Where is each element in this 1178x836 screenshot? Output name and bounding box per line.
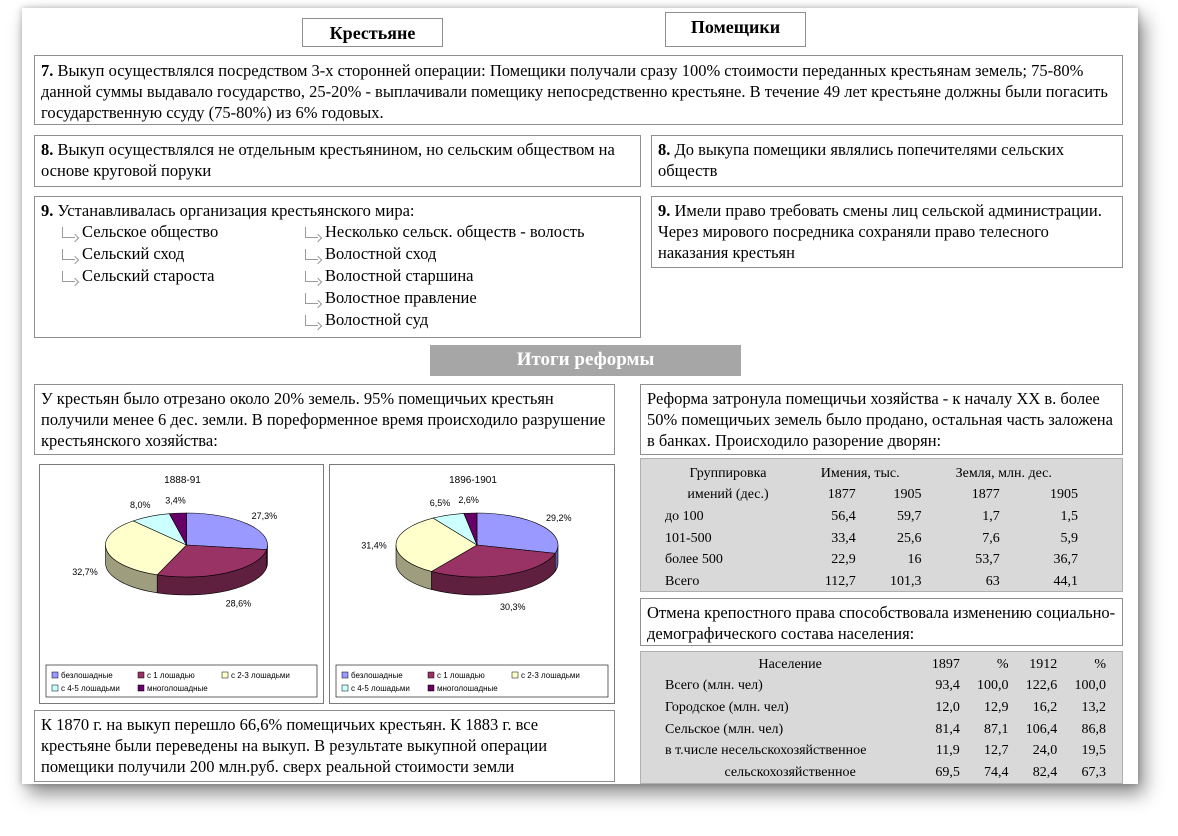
chart-title: 1896-1901 [449,475,497,486]
volost-level-4: Волостное правление [325,288,477,307]
table-row [661,463,1082,485]
table-cell: 100,0 [1074,678,1106,694]
item-9-left-number: 9. [41,201,54,220]
legend-label: с 2-3 лошадьми [521,671,580,680]
pie-data-label: 2,6% [458,495,479,506]
reform-results-banner: Итоги реформы [430,345,741,376]
table-cell: до 100 [665,508,704,524]
arrow-icon [62,249,75,260]
item-9-right-text: Имели право требовать смены лиц сельской администрации. Через мирового посредника сохраняли право телесного наказания крестьян [658,201,1102,262]
legend-swatch [428,685,434,691]
legend-swatch [342,685,348,691]
legend-label: безлошадные [351,671,403,680]
table-cell: 13,2 [1081,699,1106,715]
table-cell: 67,3 [1081,764,1106,780]
table-cell: сельскохозяйственное [724,764,856,780]
landlords-header: Помещики [665,12,806,47]
pie-data-label: 6,5% [429,498,451,509]
table-row [661,506,1082,528]
table-cell: 12,0 [935,699,960,715]
table-cell: 5,9 [1060,530,1078,546]
table-cell: 100,0 [977,678,1009,694]
table-row [661,762,1110,784]
table-cell: в т.числе несельскохозяйственное [665,743,867,759]
estates-table [640,458,1123,592]
demographic-box [640,598,1123,646]
arrow-icon [62,271,75,282]
mir-level-3: Сельский староста [82,266,215,285]
table-row [661,719,1110,741]
item-8-left-box [34,135,641,187]
mir-level-1: Сельское общество [82,222,219,241]
chart-legend [336,665,608,697]
arrow-icon [305,227,318,238]
mir-level-2: Сельский сход [82,244,185,263]
table-cell: 16,2 [1032,699,1058,715]
table-cell: 33,4 [831,530,856,546]
pie-chart-1896-svg [330,465,616,705]
item-8-left-number: 8. [41,140,54,159]
table-row [661,485,1082,507]
volost-level-3: Волостной старшина [325,266,474,285]
table-cell: 1,7 [982,508,1000,524]
pie-data-label: 29,2% [546,513,572,524]
item-8-right-number: 8. [658,140,671,159]
table-header-cell: % [1094,656,1106,672]
table-cell: 7,6 [982,530,1000,546]
table-cell: 93,4 [935,678,960,694]
table-cell: 59,7 [896,508,922,524]
slide-sheet [22,8,1138,784]
demographic-text: Отмена крепостного права способствовала изменению социально-демографического состава населения: [647,603,1116,643]
table-cell: более 500 [665,552,723,568]
legend-label: многолошадные [147,684,208,693]
pie-data-label: 27,3% [251,510,278,521]
table-cell: Сельское (млн. чел) [665,721,784,737]
legend-swatch [52,685,58,691]
population-table [640,651,1123,784]
item-8-left-text: Выкуп осуществлялся не отдельным крестьянином, но сельским обществом на основе круговой поруки [41,140,615,180]
item-9-left-text: Устанавливалась организация крестьянского мира: [57,201,415,220]
legend-swatch [222,672,228,678]
volost-level-1: Несколько сельск. обществ - волость [325,222,585,241]
legend-label: с 4-5 лошадьми [61,684,120,693]
table-row [661,571,1082,593]
table-cell: 82,4 [1032,764,1058,780]
item-8-right-text: До выкупа помещики являлись попечителями сельских обществ [658,140,1065,180]
peasants-header: Крестьяне [302,18,443,47]
item-7-text: Выкуп осуществлялся посредством 3-х сторонней операции: Помещики получали сразу 100% стоимости переданных крестьянам земель; 75-80% данной суммы выдавало государство, 25-20% - выплачивали помещику непосредственно крестьяне. В течение 49 лет крестьяне должны были погасить государственную ссуду (75-80%) из 6% годовых. [41,61,1108,122]
legend-swatch [138,685,144,691]
pie-data-label: 3,4% [165,495,186,506]
arrow-icon [305,315,318,326]
table-header-cell: 1905 [893,487,922,503]
legend-label: с 2-3 лошадьми [231,671,290,680]
table-row [661,697,1110,719]
legend-label: с 1 лошадью [147,671,195,680]
results-left-text: У крестьян было отрезано около 20% земель. 95% помещичьих крестьян получили менее 6 дес. земли. В пореформенное время происходило разрушение крестьянского хозяйства: [41,389,606,450]
legend-label: безлошадные [61,671,113,680]
table-cell: 101,3 [889,573,922,589]
pie-chart-1888 [39,464,324,704]
table-cell: 122,6 [1025,678,1058,694]
table-header-cell: 1905 [1050,487,1078,503]
volost-level-2: Волостной сход [325,244,437,263]
item-9-right-number: 9. [658,201,671,220]
pie-data-label: 8,0% [130,499,151,510]
table-cell: Всего [665,573,700,589]
legend-swatch [428,672,434,678]
pie-data-label: 30,3% [500,602,526,613]
pie-data-label: 28,6% [225,598,252,609]
arrow-icon [305,249,318,260]
pie-chart-1888-svg [40,465,325,705]
item-7-box [34,55,1123,125]
pie-data-label: 32,7% [72,566,98,577]
table-cell: Городское (млн. чел) [665,699,789,715]
legend-swatch [138,672,144,678]
table-cell: 12,7 [984,743,1009,759]
legend-swatch [342,672,348,678]
table-cell: 25,6 [896,530,922,546]
table-cell: 11,9 [935,743,960,759]
table-cell: Всего (млн. чел) [665,678,763,694]
table-cell: 36,7 [1053,552,1078,568]
table-row [661,740,1110,762]
table-cell: 69,5 [935,764,960,780]
table-cell: 56,4 [831,508,856,524]
legend-swatch [52,672,58,678]
table-row [661,528,1082,550]
table-row [661,654,1110,676]
table-header-cell: 1897 [931,656,960,672]
table-row [661,549,1082,571]
legend-label: многолошадные [437,684,498,693]
legend-swatch [512,672,518,678]
bottom-left-box [34,710,615,782]
arrow-icon [305,293,318,304]
table-cell: 81,4 [935,721,960,737]
table-cell: 19,5 [1081,743,1106,759]
table-cell: 63 [985,573,1000,589]
table-cell: 44,1 [1053,573,1078,589]
table-cell: 112,7 [824,573,856,589]
table-header-cell: 1877 [971,487,1000,503]
table-cell: 74,4 [984,764,1009,780]
table-header-cell: Группировка [689,465,767,481]
table-header-cell: % [996,656,1009,672]
table-cell: 53,7 [975,552,1000,568]
results-right-text: Реформа затронула помещичьи хозяйства - к началу XX в. более 50% помещичьих земель было продано, остальная часть заложена в банках. Происходило разорение дворян: [647,389,1113,450]
table-cell: 24,0 [1032,743,1058,759]
item-7-number: 7. [41,61,54,80]
table-cell: 87,1 [984,721,1009,737]
item-9-right-box [651,196,1123,268]
legend-label: с 1 лошадью [437,671,485,680]
table-cell: 86,8 [1081,721,1106,737]
volost-level-5: Волостной суд [325,310,429,329]
table-cell: 16 [907,552,922,568]
arrow-icon [305,271,318,282]
table-header-cell: Население [758,656,822,672]
pie-chart-1896 [329,464,615,704]
results-left-box [34,384,615,455]
table-header-cell: Имения, тыс. [820,465,900,481]
table-header-cell: 1877 [827,487,856,503]
table-cell: 12,9 [984,699,1009,715]
results-right-box [640,384,1123,455]
bottom-left-text: К 1870 г. на выкуп перешло 66,6% помещичьих крестьян. К 1883 г. все крестьяне были переведены на выкуп. В результате выкупной операции помещики получили 200 млн.руб. сверх реальной стоимости земли [41,715,548,776]
arrow-icon [62,227,75,238]
table-cell: 22,9 [831,552,856,568]
item-8-right-box [651,135,1123,187]
table-cell: 101-500 [665,530,712,546]
chart-title: 1888-91 [164,475,201,486]
table-row [661,676,1110,698]
pie-data-label: 31,4% [361,540,387,551]
table-header-cell: Земля, млн. дес. [955,465,1052,481]
table-header-cell: 1912 [1029,656,1058,672]
item-9-left-box [34,196,641,338]
table-cell: 106,4 [1025,721,1058,737]
legend-label: с 4-5 лошадьми [351,684,410,693]
table-cell: 1,5 [1060,508,1078,524]
chart-legend [46,665,317,697]
table-header-cell: имений (дес.) [687,487,769,503]
